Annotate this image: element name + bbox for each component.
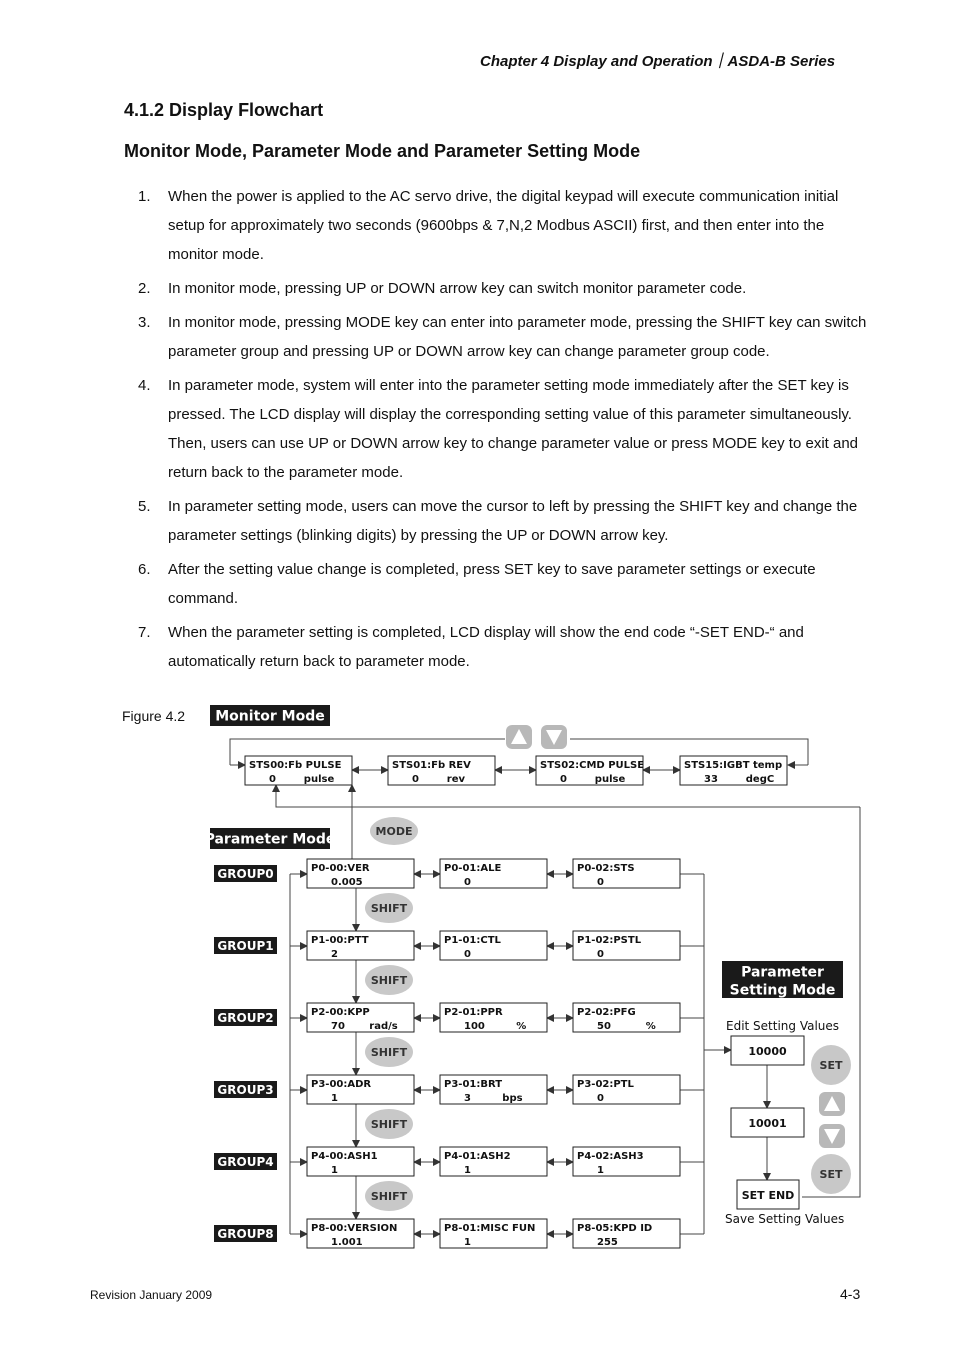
step-item [138, 182, 878, 269]
param-box-2-1-value: 100 % [464, 1021, 527, 1032]
monitor-box-3-code: STS15:IGBT temp [684, 760, 783, 771]
monitor-box-0-value: 0 pulse [269, 774, 335, 785]
param-box-3-1-code: P3-01:BRT [444, 1079, 503, 1090]
param-box-0-0-value: 0.005 [331, 877, 363, 888]
set-key-2-label: SET [819, 1168, 843, 1181]
page-number: 4-3 [840, 1286, 861, 1302]
param-box-5-1-value: 1 [464, 1237, 471, 1248]
mode-key-label: MODE [375, 825, 413, 838]
param-box-1-1-code: P1-01:CTL [444, 935, 501, 946]
param-box-4-1-code: P4-01:ASH2 [444, 1151, 511, 1162]
shift-key-0-label: SHIFT [370, 902, 408, 915]
save-setting-caption: Save Setting Values [725, 1212, 845, 1226]
step-item [138, 308, 878, 366]
param-box-1-2-code: P1-02:PSTL [577, 935, 642, 946]
step-item [138, 618, 878, 676]
param-box-5-2-value: 255 [597, 1237, 618, 1248]
setting-value-0: 10000 [748, 1045, 787, 1058]
param-box-1-1-value: 0 [464, 949, 471, 960]
step-item [138, 555, 878, 613]
setting-mode-title: Setting Mode [729, 982, 836, 999]
param-box-0-2-value: 0 [597, 877, 604, 888]
shift-key-1-label: SHIFT [370, 974, 408, 987]
param-box-3-1-value: 3 bps [464, 1093, 523, 1104]
param-box-1-0-code: P1-00:PTT [311, 935, 369, 946]
param-box-2-0-value: 70 rad/s [331, 1021, 398, 1032]
monitor-box-2-code: STS02:CMD PULSE [540, 760, 645, 771]
param-box-5-0-value: 1.001 [331, 1237, 363, 1248]
setting-mode-title: Parameter [741, 964, 824, 981]
step-number: 1. [138, 188, 151, 205]
param-box-2-1-code: P2-01:PPR [444, 1007, 503, 1018]
param-box-2-2-code: P2-02:PFG [577, 1007, 636, 1018]
display-flowchart [0, 690, 954, 1250]
param-box-3-0-value: 1 [331, 1093, 338, 1104]
monitor-box-2-value: 0 pulse [560, 774, 626, 785]
param-box-0-2-code: P0-02:STS [577, 863, 635, 874]
step-text: In monitor mode, pressing MODE key can enter into parameter mode, pressing the SHIFT key can switch parameter group and pressing UP or DOWN arrow key can change parameter group code. [168, 314, 867, 360]
step-number: 5. [138, 498, 151, 515]
edit-setting-caption: Edit Setting Values [726, 1019, 840, 1033]
param-box-4-2-value: 1 [597, 1165, 604, 1176]
step-number: 7. [138, 624, 151, 641]
param-box-1-2-value: 0 [597, 949, 604, 960]
monitor-box-3-value: 33 degC [704, 774, 775, 785]
steps-list [138, 182, 878, 681]
figure-label: Figure 4.2 [122, 708, 186, 724]
param-box-2-0-code: P2-00:KPP [311, 1007, 370, 1018]
param-box-5-1-code: P8-01:MISC FUN [444, 1223, 536, 1234]
group-label-1: GROUP1 [217, 938, 274, 953]
step-item [138, 492, 878, 550]
param-box-0-1-value: 0 [464, 877, 471, 888]
group-label-0: GROUP0 [217, 866, 274, 881]
shift-key-2-label: SHIFT [370, 1046, 408, 1059]
subsection-title: Monitor Mode, Parameter Mode and Parameter Setting Mode [124, 141, 641, 161]
step-item [138, 371, 878, 487]
shift-key-3-label: SHIFT [370, 1118, 408, 1131]
step-number: 2. [138, 280, 151, 297]
param-box-5-2-code: P8-05:KPD ID [577, 1223, 653, 1234]
step-text: After the setting value change is completed, press SET key to save parameter settings or execute command. [168, 561, 816, 607]
group-label-5: GROUP8 [217, 1226, 274, 1241]
param-box-4-2-code: P4-02:ASH3 [577, 1151, 644, 1162]
step-number: 3. [138, 314, 151, 331]
monitor-mode-title: Monitor Mode [215, 708, 325, 725]
group-label-3: GROUP3 [217, 1082, 274, 1097]
shift-key-4-label: SHIFT [370, 1190, 408, 1203]
setting-value-1: 10001 [748, 1117, 787, 1130]
step-text: When the parameter setting is completed, LCD display will show the end code “-SET END-“ and automatically return back to parameter mode. [168, 624, 804, 670]
step-text: In parameter mode, system will enter into the parameter setting mode immediately after the SET key is pressed. The LCD display will display the corresponding setting value of this parameter simultaneously. Then, users can use UP or DOWN arrow key to change parameter value or press MODE key to exit and return back to the parameter mode. [168, 377, 859, 481]
step-number: 4. [138, 377, 151, 394]
param-box-0-1-code: P0-01:ALE [444, 863, 502, 874]
set-key-1-label: SET [819, 1059, 843, 1072]
param-box-4-0-code: P4-00:ASH1 [311, 1151, 378, 1162]
revision-note: Revision January 2009 [90, 1288, 213, 1302]
param-box-5-0-code: P8-00:VERSION [311, 1223, 398, 1234]
param-box-0-0-code: P0-00:VER [311, 863, 370, 874]
group-label-2: GROUP2 [217, 1010, 274, 1025]
param-box-3-2-value: 0 [597, 1093, 604, 1104]
param-box-1-0-value: 2 [331, 949, 338, 960]
step-text: In monitor mode, pressing UP or DOWN arrow key can switch monitor parameter code. [168, 280, 747, 297]
group-label-4: GROUP4 [217, 1154, 274, 1169]
parameter-mode-title: Parameter Mode [204, 831, 336, 848]
param-box-2-2-value: 50 % [597, 1021, 656, 1032]
running-header: Chapter 4 Display and Operation｜ASDA-B Series [480, 53, 836, 70]
param-box-4-1-value: 1 [464, 1165, 471, 1176]
param-box-4-0-value: 1 [331, 1165, 338, 1176]
monitor-box-0-code: STS00:Fb PULSE [249, 760, 342, 771]
param-box-3-0-code: P3-00:ADR [311, 1079, 372, 1090]
step-item [138, 274, 878, 303]
step-text: When the power is applied to the AC servo drive, the digital keypad will execute communication initial setup for approximately two seconds (9600bps & 7,N,2 Modbus ASCII) first, and then enter into the monitor mode. [168, 188, 839, 263]
section-title: 4.1.2 Display Flowchart [124, 100, 324, 120]
monitor-box-1-code: STS01:Fb REV [392, 760, 471, 771]
step-number: 6. [138, 561, 151, 578]
param-box-3-2-code: P3-02:PTL [577, 1079, 634, 1090]
step-text: In parameter setting mode, users can move the cursor to left by pressing the SHIFT key and change the parameter settings (blinking digits) by pressing the UP or DOWN arrow key. [168, 498, 858, 544]
monitor-box-1-value: 0 rev [412, 774, 466, 785]
setting-value-2: SET END [741, 1189, 795, 1202]
